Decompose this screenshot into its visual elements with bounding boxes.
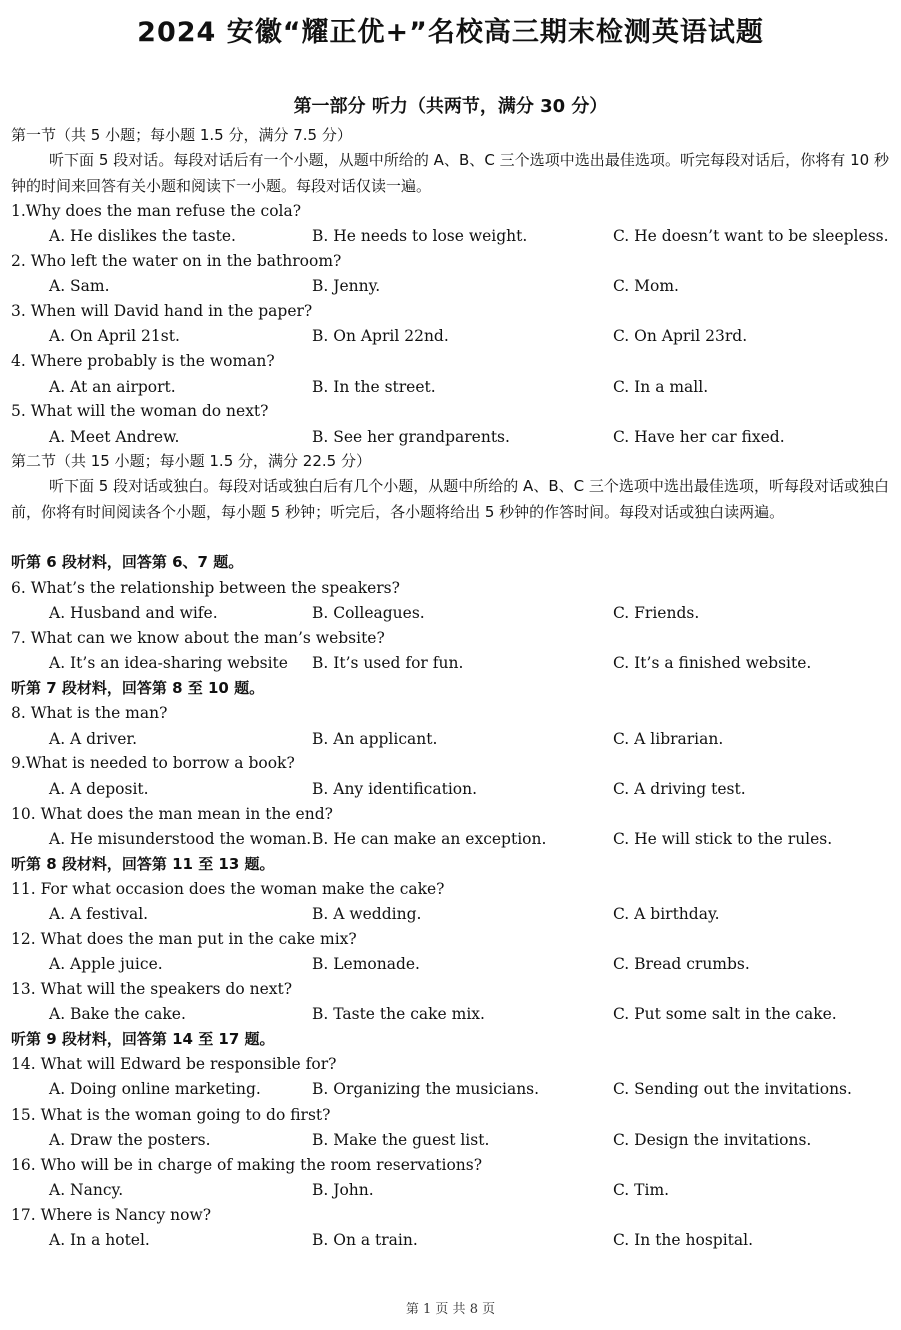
question-9: 9.What is needed to borrow a book? [11, 754, 295, 772]
part1-title: 第一部分 听力（共两节，满分 30 分） [293, 96, 608, 117]
q8-option-a: A. A driver. [49, 730, 138, 748]
question-4: 4. Where probably is the woman? [11, 352, 275, 370]
question-13: 13. What will the speakers do next? [11, 980, 293, 998]
question-12: 12. What does the man put in the cake mix? [11, 930, 357, 948]
q3-option-a: A. On April 21st. [49, 327, 180, 345]
q2-option-b: B. Jenny. [312, 277, 381, 295]
q10-option-c: C. He will stick to the rules. [613, 830, 833, 848]
section1-heading: 第一节（共 5 小题；每小题 1.5 分，满分 7.5 分） [11, 126, 352, 144]
q17-option-a: A. In a hotel. [49, 1231, 150, 1249]
q7-option-a: A. It’s an idea-sharing website [49, 654, 288, 672]
q11-option-c: C. A birthday. [613, 905, 720, 923]
q13-option-a: A. Bake the cake. [49, 1005, 186, 1023]
question-17: 17. Where is Nancy now? [11, 1206, 212, 1224]
q11-option-a: A. A festival. [49, 905, 149, 923]
question-10: 10. What does the man mean in the end? [11, 805, 333, 823]
q7-option-c: C. It’s a finished website. [613, 654, 812, 672]
q12-option-a: A. Apple juice. [49, 955, 163, 973]
group-heading-6: 听第 6 段材料，回答第 6、7 题。 [11, 553, 244, 571]
section2-heading: 第二节（共 15 小题；每小题 1.5 分，满分 22.5 分） [11, 452, 371, 470]
section2-instructions: 听下面 5 段对话或独白。每段对话或独白后有几个小题，从题中所给的 A、B、C 三个选项中选出最佳选项，听每段对话或独白前，你将有时间阅读各个小题，每小题 5 秒钟；听完后，各小题将给出 5 秒钟的作答时间。每段对话或独白读两遍。 [11, 477, 889, 521]
q5-option-c: C. Have her car fixed. [613, 428, 785, 446]
q14-option-b: B. Organizing the musicians. [312, 1080, 540, 1098]
q1-option-a: A. He dislikes the taste. [49, 227, 236, 245]
q2-option-c: C. Mom. [613, 277, 679, 295]
q7-option-b: B. It’s used for fun. [312, 654, 464, 672]
q1-option-c: C. He doesn’t want to be sleepless. [613, 227, 889, 245]
question-16: 16. Who will be in charge of making the room reservations? [11, 1156, 483, 1174]
q2-option-a: A. Sam. [49, 277, 110, 295]
question-6: 6. What’s the relationship between the speakers? [11, 579, 400, 597]
q11-option-b: B. A wedding. [312, 905, 422, 923]
page-footer: 第 1 页 共 8 页 [405, 1302, 496, 1317]
q16-option-c: C. Tim. [613, 1181, 670, 1199]
question-2: 2. Who left the water on in the bathroom? [11, 252, 342, 270]
q4-option-b: B. In the street. [312, 378, 436, 396]
q15-option-c: C. Design the invitations. [613, 1131, 812, 1149]
q15-option-a: A. Draw the posters. [49, 1131, 211, 1149]
q5-option-a: A. Meet Andrew. [49, 428, 180, 446]
q16-option-b: B. John. [312, 1181, 374, 1199]
question-14: 14. What will Edward be responsible for? [11, 1055, 337, 1073]
q13-option-b: B. Taste the cake mix. [312, 1005, 485, 1023]
q5-option-b: B. See her grandparents. [312, 428, 510, 446]
q16-option-a: A. Nancy. [49, 1181, 124, 1199]
q4-option-a: A. At an airport. [49, 378, 176, 396]
q17-option-b: B. On a train. [312, 1231, 418, 1249]
q4-option-c: C. In a mall. [613, 378, 709, 396]
group-heading-7: 听第 7 段材料，回答第 8 至 10 题。 [11, 679, 265, 697]
q9-option-b: B. Any identification. [312, 780, 478, 798]
section1-instructions: 听下面 5 段对话。每段对话后有一个小题，从题中所给的 A、B、C 三个选项中选出最佳选项。听完每段对话后，你将有 10 秒钟的时间来回答有关小题和阅读下一小题。每段对话仅读一遍。 [11, 151, 889, 195]
question-11: 11. For what occasion does the woman make the cake? [11, 880, 445, 898]
q8-option-b: B. An applicant. [312, 730, 438, 748]
question-1: 1.Why does the man refuse the cola? [11, 202, 302, 220]
question-15: 15. What is the woman going to do first? [11, 1106, 331, 1124]
q17-option-c: C. In the hospital. [613, 1231, 754, 1249]
q10-option-a: A. He misunderstood the woman. [49, 830, 312, 848]
q14-option-c: C. Sending out the invitations. [613, 1080, 852, 1098]
q8-option-c: C. A librarian. [613, 730, 724, 748]
q1-option-b: B. He needs to lose weight. [312, 227, 528, 245]
question-7: 7. What can we know about the man’s website? [11, 629, 385, 647]
group-heading-9: 听第 9 段材料，回答第 14 至 17 题。 [11, 1030, 275, 1048]
q12-option-b: B. Lemonade. [312, 955, 420, 973]
q9-option-c: C. A driving test. [613, 780, 746, 798]
q14-option-a: A. Doing online marketing. [49, 1080, 261, 1098]
question-5: 5. What will the woman do next? [11, 402, 269, 420]
exam-title: 2024 安徽“耀正优+”名校高三期末检测英语试题 [137, 17, 764, 48]
q6-option-a: A. Husband and wife. [49, 604, 218, 622]
q13-option-c: C. Put some salt in the cake. [613, 1005, 837, 1023]
q10-option-b: B. He can make an exception. [312, 830, 547, 848]
question-8: 8. What is the man? [11, 704, 168, 722]
group-heading-8: 听第 8 段材料，回答第 11 至 13 题。 [11, 855, 275, 873]
q6-option-b: B. Colleagues. [312, 604, 425, 622]
q3-option-b: B. On April 22nd. [312, 327, 449, 345]
q12-option-c: C. Bread crumbs. [613, 955, 750, 973]
q15-option-b: B. Make the guest list. [312, 1131, 490, 1149]
q6-option-c: C. Friends. [613, 604, 700, 622]
q3-option-c: C. On April 23rd. [613, 327, 748, 345]
q9-option-a: A. A deposit. [49, 780, 149, 798]
question-3: 3. When will David hand in the paper? [11, 302, 313, 320]
